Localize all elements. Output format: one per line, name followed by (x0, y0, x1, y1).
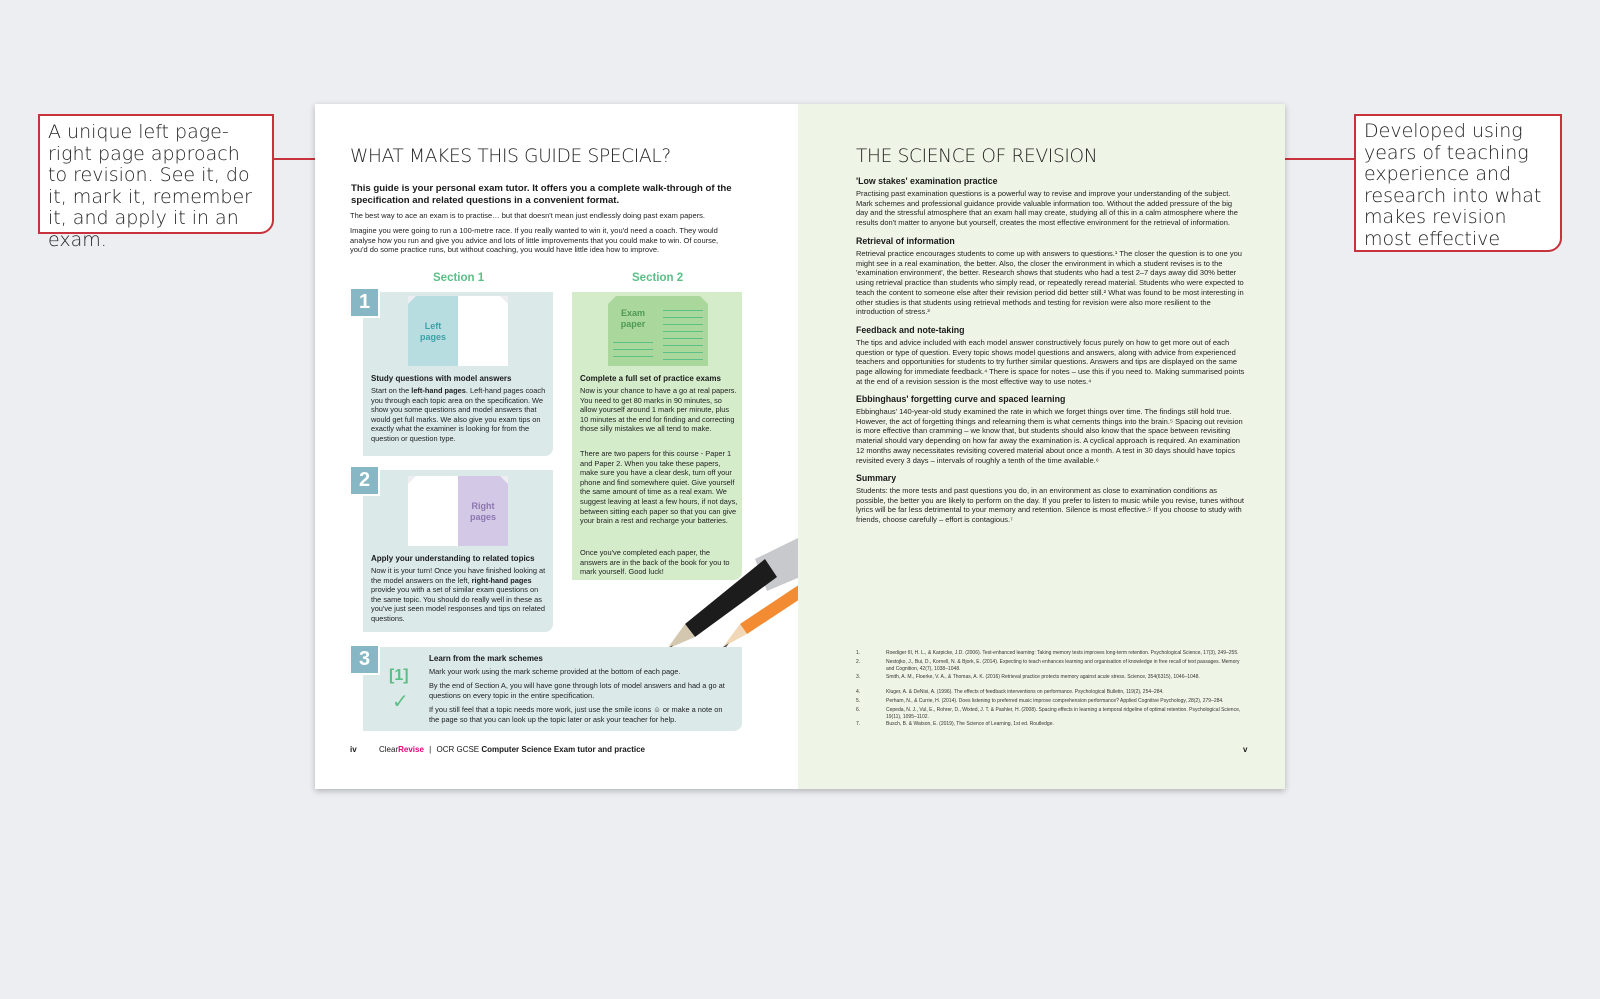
section-heading-low-stakes: 'Low stakes' examination practice (856, 176, 998, 186)
section-body-retrieval: Retrieval practice encourages students to come up with answers to questions.¹ The closer the question is to one you might see in a real examination, the better. Also, the closer the environment in which a student revises is to the 'examination environment', the better. Research shows that students who had a test 2–7 days away did 30% better using retrieval practice than students who simply read, or repeatedly reread material. Students who were expected to teach the content to someone else after their revision period did better still.² What was found to be most interesting in other studies is that students using retrieval methods and testing for revision were also more resilient to the introduction of stress.³ (856, 249, 1244, 317)
exam-paper-icon-label: Exam paper (620, 308, 646, 329)
left-footer: ClearRevise | OCR GCSE Computer Science Exam tutor and practice (379, 745, 645, 754)
card-exam-title: Complete a full set of practice exams (580, 374, 721, 383)
card-exam-p2: There are two papers for this course - Paper 1 and Paper 2. When you take these papers, make sure you have a clear desk, turn off your phone and find somewhere quiet. Give yourself the same amount of time as a real exam. We suggest leaving at least a few hours, if not days, between sitting each paper so that you can give your brain a rest and recharge your batteries. (580, 449, 738, 526)
reference-item: 7. Busch, B. & Watson, E. (2019), The Science of Learning, 1st ed. Routledge. (856, 721, 1054, 727)
card-1-number: 1 (349, 287, 380, 318)
intro-para-2: Imagine you were going to run a 100-metre race. If you really wanted to win it, you'd need a coach. They would analyse how you run and give you advice and lots of little improvements that you could make to win. Of course, you'd do some practice runs, but without coaching, you would have little idea how to improve. (350, 226, 719, 255)
reference-item: 3. Smith, A. M., Floerke, V. A., & Thomas, A. K. (2016) Retrieval practice protects memory against acute stress. Science, 354(6315), 1046–1048. (856, 674, 1200, 680)
left-page (315, 104, 798, 789)
section-heading-feedback: Feedback and note-taking (856, 325, 965, 335)
tick-icon: ✓ (392, 691, 409, 713)
card-exam-p1: Now is your chance to have a go at real papers. You need to get 80 marks in 90 minutes, so allow yourself around 1 mark per minute, plus 10 minutes at the end for finding and correcting those silly mistakes we all tend to make. (580, 386, 737, 434)
card-3-p1: Mark your work using the mark scheme provided at the bottom of each page. (429, 667, 681, 676)
reference-item: 5. Perham, N., & Currie, H. (2014). Does listening to preferred music improve comprehension performance? Applied Cognitive Psychology, 28(2), 279–284. (856, 698, 1224, 704)
card-3-p3: If you still feel that a topic needs more work, just use the smile icons ☺ or make a note on the page so that you can look up the topic later or ask your teacher for help. (429, 705, 723, 724)
brand-clear: Clear (379, 745, 399, 754)
book-spread (315, 104, 1285, 789)
section-heading-summary: Summary (856, 473, 897, 483)
right-page (798, 104, 1285, 789)
card-3-p2: By the end of Section A, you will have gone through lots of model answers and had a go at questions on every topic in the entire specification. (429, 681, 725, 700)
mark-scheme-icon: [1] (389, 667, 409, 684)
left-page-number: iv (350, 745, 357, 754)
left-pages-icon-label: Left pages (419, 321, 446, 342)
intro-para-1: The best way to ace an exam is to practise… but that doesn't mean just endlessly doing past exam papers. (350, 211, 705, 220)
reference-item: 2. Nestojko, J., Bui, D., Kornell, N. & Bjork, E. (2014). Expecting to teach enhances learning and organisation of knowledge in free recall of text passages. Memory and Cognition, 42(7), 1038–1048. (856, 659, 1240, 672)
section-body-feedback: The tips and advice included with each model answer constructively focus purely on how to get more out of each question or type of question. Every topic shows model questions and answers, along with advice from experienced teachers and opportunities for students to try further similar questions. Answers and tips are displayed on the same page allowing for immediate feedback.⁴ There is space for notes – use this if you need to. Making summarised points at the end of a revision session is the most effective way to use notes.⁴ (856, 338, 1245, 386)
section-body-low-stakes: Practising past examination questions is a powerful way to revise and improve your understanding of the subject. Mark schemes and professional guidance provide valuable information too. Without the added pressure of the big day and the stressful atmosphere that an exam hall may create, studying all of this in a calm atmosphere where the results don't matter to anyone but yourself, creates the most effective environment for the retrieval of information. (856, 189, 1238, 228)
brand-revise: Revise (398, 745, 424, 754)
intro-bold: This guide is your personal exam tutor. It offers you a complete walk-through of the specification and related questions in a convenient format. (351, 183, 732, 206)
exam-paper-icon (608, 296, 708, 366)
section-2-heading: Section 2 (632, 272, 684, 284)
card-2-text: Now it is your turn! Once you have finished looking at the model answers on the left, right-hand pages provide you with a set of similar exam questions on the same topic. You should do really well in these as you've just seen model responses and tips on related questions. (371, 566, 546, 623)
card-3-number: 3 (349, 644, 380, 675)
right-page-number: v (1243, 745, 1248, 754)
reference-item: 4. Kluger, A. & DeNisi, A. (1996). The effects of feedback interventions on performance. Psychological Bulletin, 119(2), 254–284. (856, 689, 1164, 695)
right-pages-icon (408, 476, 508, 546)
reference-item: 6. Cepeda, N. J., Vul, E., Rohrer, D., Wixted, J. T. & Pashler, H. (2008). Spacing effects in learning a temporal ridgeline of optimal retention. Psychological Science, 19(11), 1095–1102. (856, 707, 1241, 720)
left-pages-icon (408, 296, 508, 366)
left-page-title: WHAT MAKES THIS GUIDE SPECIAL? (350, 146, 671, 167)
card-2-title: Apply your understanding to related topics (371, 554, 535, 563)
card-1-text: Start on the left-hand pages. Left-hand pages coach you through each topic area on the specification. We show you some questions and model answers that would get full marks. We also give you exam tips on exactly what the examiner is looking for from the question or question type. (371, 386, 546, 443)
card-1-title: Study questions with model answers (371, 374, 512, 383)
card-3-title: Learn from the mark schemes (429, 654, 543, 663)
section-heading-ebbinghaus: Ebbinghaus' forgetting curve and spaced learning (856, 394, 1066, 404)
section-1-heading: Section 1 (433, 272, 485, 284)
card-2-number: 2 (349, 465, 380, 496)
card-exam-p3: Once you've completed each paper, the answers are in the back of the book for you to mark yourself. Good luck! (580, 548, 730, 577)
section-heading-retrieval: Retrieval of information (856, 236, 955, 246)
right-pages-icon-label: Right pages (469, 501, 496, 522)
pens-illustration (645, 529, 798, 654)
callout-right: Developed using years of teaching experience and research into what makes revision most effective (1354, 114, 1562, 252)
section-body-ebbinghaus: Ebbinghaus' 140-year-old study examined the rate in which we forget things over time. The findings still hold true. However, the act of forgetting things and relearning them is what cements things into the brain.⁵ Spacing out revision is more effective than cramming – we know that, but students should also know that the space between revisiting material should vary depending on how far away the examination is. A cyclical approach is required. An examination 12 months away necessitates revisiting covered material about once a month. A test in 30 days should have topics revisited every 3 days – intervals of roughly a tenth of the time available.⁶ (856, 407, 1243, 465)
section-body-summary: Students: the more tests and past questions you do, in an environment as close to examination conditions as possible, the better you are likely to perform on the day. If you prefer to listen to music while you revise, tunes without lyrics will be far less detrimental to your memory and retention. Silence is most effective.⁵ If you choose to study with friends, choose carefully – effort is contagious.⁷ (856, 486, 1244, 525)
callout-left: A unique left page-right page approach to revision. See it, do it, mark it, remember it, and apply it in an exam. (38, 114, 274, 234)
reference-item: 1. Roediger III, H. L., & Karpicke, J.D. (2006). Test-enhanced learning: Taking memory tests improves long-term retention. Psychological Science, 17(3), 249–255. (856, 650, 1239, 656)
right-page-title: THE SCIENCE OF REVISION (856, 146, 1098, 167)
